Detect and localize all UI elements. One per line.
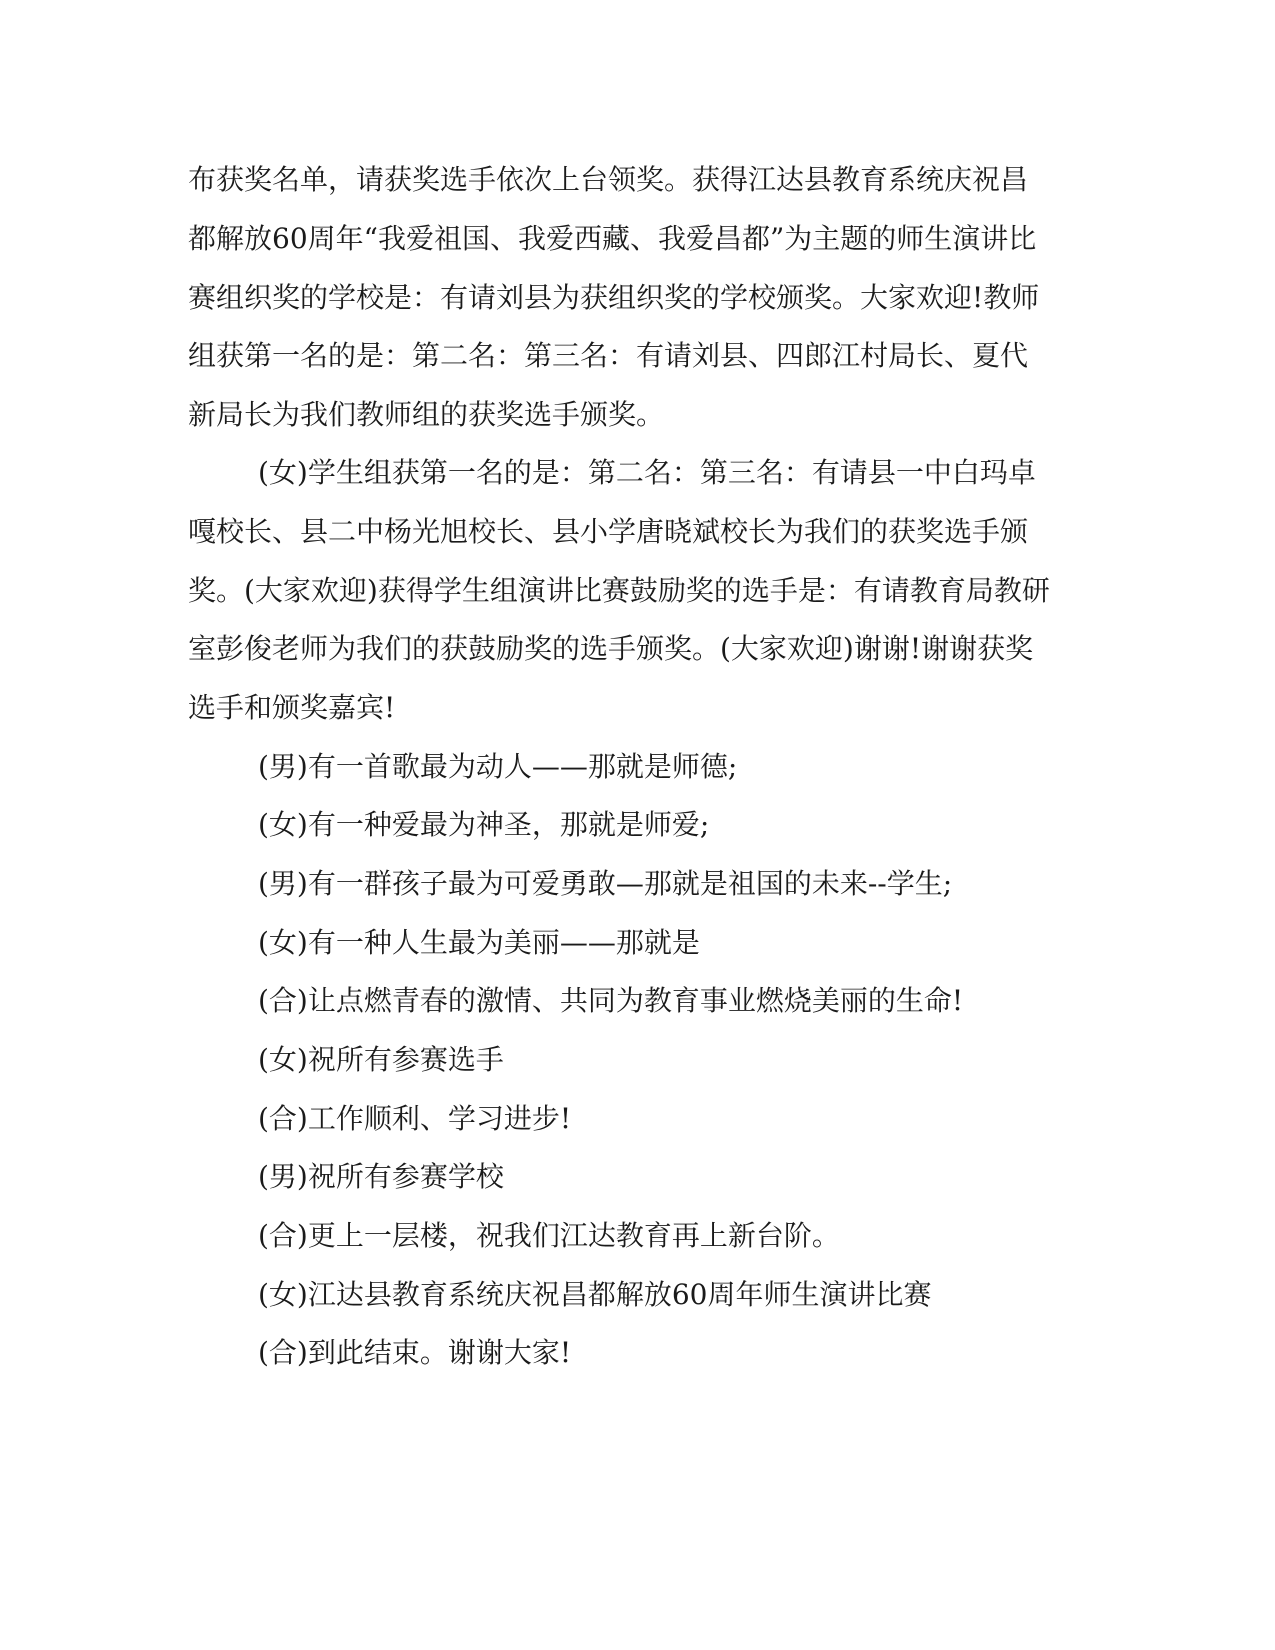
paragraph-1-line-5: 新局长为我们教师组的获奖选手颁奖。	[188, 398, 665, 431]
dialogue-line-5: (合)让点燃青春的激情、共同为教育事业燃烧美丽的生命!	[258, 984, 964, 1017]
paragraph-1-line-1: 布获奖名单，请获奖选手依次上台领奖。获得江达县教育系统庆祝昌	[188, 163, 1029, 196]
dialogue-line-7: (合)工作顺利、学习进步!	[258, 1102, 572, 1135]
dialogue-line-6: (女)祝所有参赛选手	[258, 1043, 504, 1076]
dialogue-line-8: (男)祝所有参赛学校	[258, 1160, 504, 1193]
paragraph-1-line-3: 赛组织奖的学校是：有请刘县为获组织奖的学校颁奖。大家欢迎!教师	[188, 281, 1040, 314]
paragraph-2-line-2: 嘎校长、县二中杨光旭校长、县小学唐晓斌校长为我们的获奖选手颁	[188, 515, 1029, 548]
dialogue-line-1: (男)有一首歌最为动人——那就是师德;	[258, 750, 738, 783]
paragraph-2-line-1: (女)学生组获第一名的是：第二名：第三名：有请县一中白玛卓	[258, 456, 1036, 489]
dialogue-line-4: (女)有一种人生最为美丽——那就是	[258, 926, 700, 959]
dialogue-line-9: (合)更上一层楼，祝我们江达教育再上新台阶。	[258, 1219, 840, 1252]
dialogue-line-3: (男)有一群孩子最为可爱勇敢—那就是祖国的未来--学生;	[258, 867, 953, 900]
dialogue-line-2: (女)有一种爱最为神圣，那就是师爱;	[258, 808, 710, 841]
paragraph-1-line-2: 都解放60周年“我爱祖国、我爱西藏、我爱昌都”为主题的师生演讲比	[188, 222, 1037, 255]
paragraph-2-line-5: 选手和颁奖嘉宾!	[188, 691, 396, 724]
dialogue-line-11: (合)到此结束。谢谢大家!	[258, 1336, 572, 1369]
paragraph-2-line-3: 奖。(大家欢迎)获得学生组演讲比赛鼓励奖的选手是：有请教育局教研	[188, 574, 1050, 607]
paragraph-2-line-4: 室彭俊老师为我们的获鼓励奖的选手颁奖。(大家欢迎)谢谢!谢谢获奖	[188, 632, 1034, 665]
dialogue-line-10: (女)江达县教育系统庆祝昌都解放60周年师生演讲比赛	[258, 1278, 932, 1311]
paragraph-1-line-4: 组获第一名的是：第二名：第三名：有请刘县、四郎江村局长、夏代	[188, 339, 1029, 372]
